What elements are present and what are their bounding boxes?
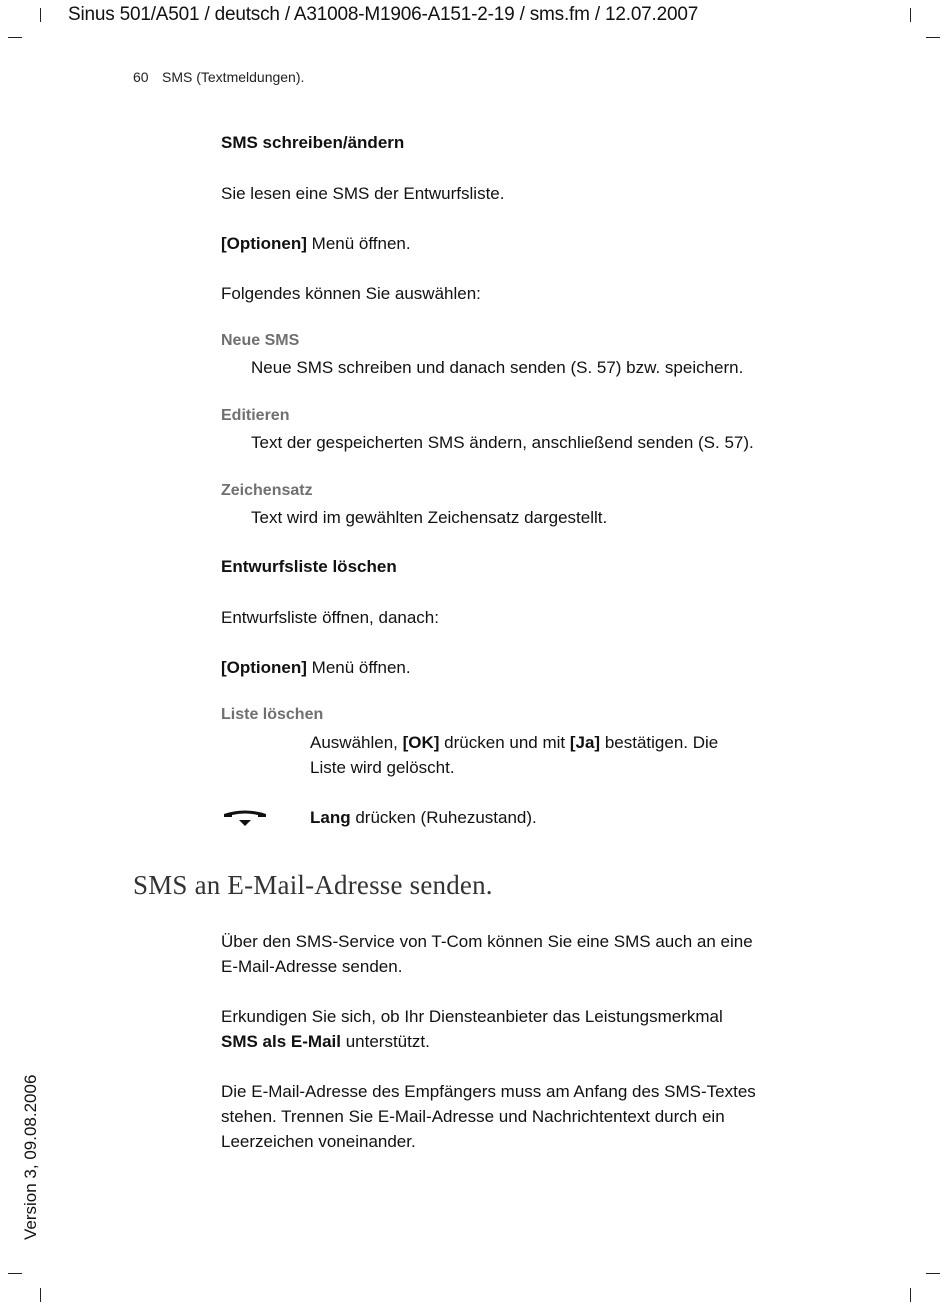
step-select-text: Auswählen, [OK] drücken und mit [Ja] bestätigen. Die	[310, 733, 719, 752]
crop-mark	[910, 1288, 911, 1302]
heading-delete-draft-list: Entwurfsliste löschen	[221, 557, 397, 576]
intro-text: Sie lesen eine SMS der Entwurfsliste.	[221, 184, 505, 203]
page-number: 60	[133, 69, 149, 85]
option-label-new-sms: Neue SMS	[221, 332, 300, 349]
option-desc-charset: Text wird im gewählten Zeichensatz dargestellt.	[251, 508, 608, 527]
option-desc-new-sms: Neue SMS schreiben und danach senden (S. 57) bzw. speichern.	[251, 358, 744, 377]
paragraph-line: stehen. Trennen Sie E-Mail-Adresse und Nachrichtentext durch ein	[221, 1107, 725, 1126]
paragraph-line: Leerzeichen voneinander.	[221, 1132, 416, 1151]
options-text: Menü öffnen.	[311, 234, 411, 253]
step-select-text-line2: Liste wird gelöscht.	[310, 758, 455, 777]
options-line	[221, 231, 411, 256]
options-key: [Optionen]	[221, 234, 307, 253]
paragraph-line: Die E-Mail-Adresse des Empfängers muss am Anfang des SMS-Textes	[221, 1082, 756, 1101]
section-title-sms-to-email: SMS an E-Mail-Adresse senden.	[133, 870, 493, 900]
crop-mark	[40, 8, 41, 22]
crop-mark	[40, 1288, 41, 1302]
section-header: SMS (Textmeldungen).	[162, 69, 305, 85]
paragraph-line: Erkundigen Sie sich, ob Ihr Diensteanbieter das Leistungsmerkmal	[221, 1007, 723, 1026]
choose-text: Folgendes können Sie auswählen:	[221, 284, 481, 303]
paragraph-line: Über den SMS-Service von T-Com können Sie eine SMS auch an eine	[221, 932, 753, 951]
paragraph-line: SMS als E-Mail unterstützt.	[221, 1032, 430, 1051]
option-label-charset: Zeichensatz	[221, 482, 313, 499]
crop-mark	[8, 37, 22, 38]
option-label-delete-list: Liste löschen	[221, 706, 324, 723]
crop-mark	[910, 8, 911, 22]
heading-sms-edit: SMS schreiben/ändern	[221, 133, 405, 152]
options-text: Menü öffnen.	[311, 658, 411, 677]
options-key: [Optionen]	[221, 658, 307, 677]
option-label-edit: Editieren	[221, 407, 290, 424]
crop-mark	[926, 1273, 940, 1274]
end-call-key-icon	[222, 808, 268, 828]
option-desc-edit: Text der gespeicherten SMS ändern, anschließend senden (S. 57).	[251, 433, 754, 452]
crop-mark	[926, 37, 940, 38]
version-label: Version 3, 09.08.2006	[21, 1074, 40, 1240]
open-draft-list-text: Entwurfsliste öffnen, danach:	[221, 608, 439, 627]
step-long-press-text: Lang drücken (Ruhezustand).	[310, 808, 537, 827]
crop-mark	[8, 1273, 22, 1274]
document-header: Sinus 501/A501 / deutsch / A31008-M1906-A151-2-19 / sms.fm / 12.07.2007	[68, 4, 699, 25]
options-line	[221, 655, 411, 680]
paragraph-line: E-Mail-Adresse senden.	[221, 957, 403, 976]
